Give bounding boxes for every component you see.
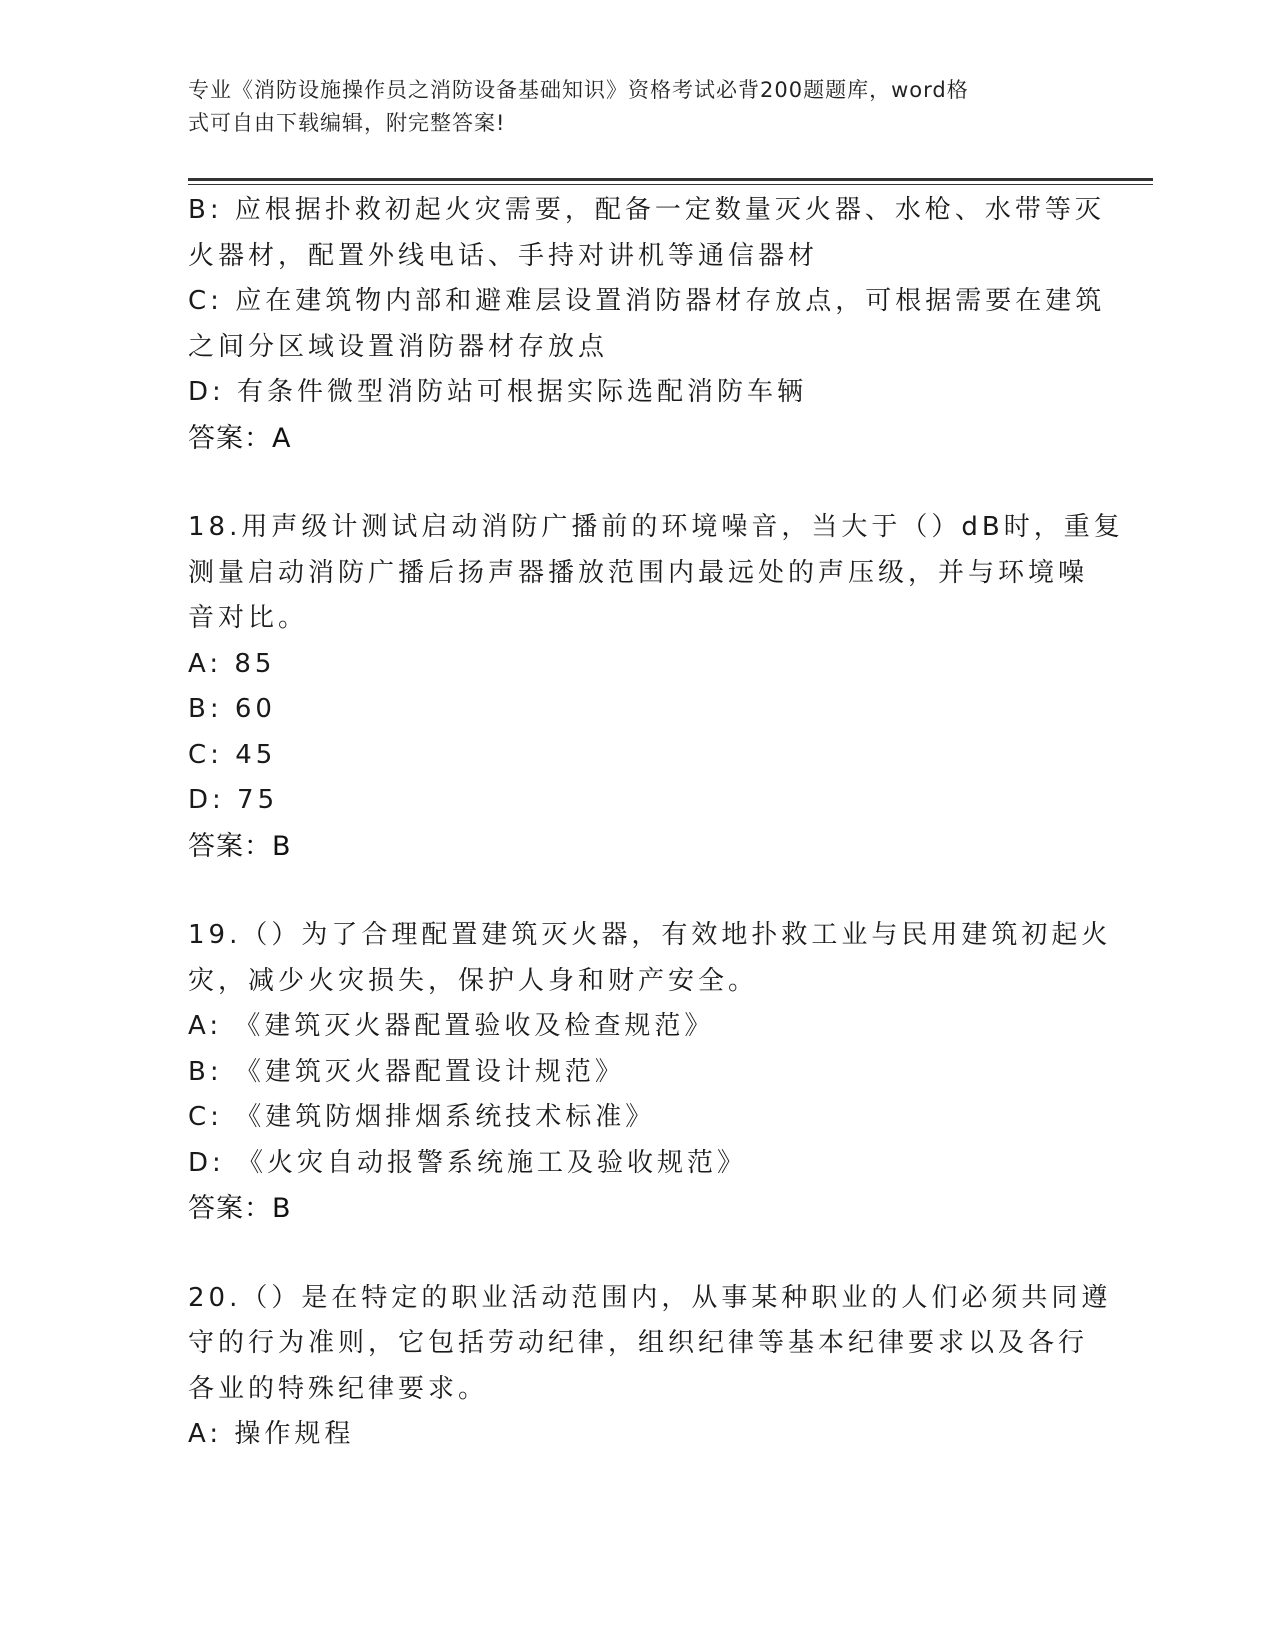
header-title-line-1: 专业《消防设施操作员之消防设备基础知识》资格考试必背200题题库，word格 xyxy=(188,78,969,102)
option-b-continued: 火器材，配置外线电话、手持对讲机等通信器材 xyxy=(188,240,819,271)
answer-value: B xyxy=(272,830,292,862)
option-text: 60 xyxy=(234,694,276,724)
option-key: A: xyxy=(188,1419,223,1449)
header-divider-thick xyxy=(188,178,1153,181)
question-19 xyxy=(188,913,1112,1232)
option-d xyxy=(188,370,1088,416)
option-text: 操作规程 xyxy=(234,1419,355,1449)
header-divider-thin xyxy=(188,184,1153,185)
option-c xyxy=(188,1095,1088,1141)
option-d xyxy=(188,1141,1088,1187)
answer-value: A xyxy=(272,422,292,454)
question-gap xyxy=(188,1232,1088,1276)
option-a xyxy=(188,642,1088,688)
question-stem-line: 19.（）为了合理配置建筑灭火器，有效地扑救工业与民用建筑初起火 xyxy=(188,920,1112,950)
option-key: D: xyxy=(188,377,225,407)
option-key: C: xyxy=(188,286,223,316)
option-text: 有条件微型消防站可根据实际选配消防车辆 xyxy=(237,377,808,407)
answer-line xyxy=(188,1186,1088,1232)
question-stem-line: 18.用声级计测试启动消防广播前的环境噪音，当大于（）dB时，重复 xyxy=(188,512,1124,542)
document-body xyxy=(188,188,1124,1458)
question-gap xyxy=(188,461,1088,505)
question-stem-line: 测量启动消防广播后扬声器播放范围内最远处的声压级，并与环境噪 xyxy=(188,557,1089,588)
option-b xyxy=(188,687,1088,733)
option-text: 85 xyxy=(234,648,276,679)
document-header xyxy=(188,74,1068,140)
option-key: B: xyxy=(188,195,223,225)
question-stem-line: 20.（）是在特定的职业活动范围内，从事某种职业的人们必须共同遵 xyxy=(188,1282,1112,1313)
question-stem-line: 灾，减少火灾损失，保护人身和财产安全。 xyxy=(188,965,759,996)
question-18 xyxy=(188,505,1124,869)
question-stem-line: 音对比。 xyxy=(188,603,309,633)
option-key: C: xyxy=(188,1102,223,1132)
option-b xyxy=(188,188,1105,234)
option-text: 《火灾自动报警系统施工及验收规范》 xyxy=(237,1147,748,1178)
option-c-continued: 之间分区域设置消防器材存放点 xyxy=(188,331,609,362)
option-a xyxy=(188,1412,1088,1458)
option-c xyxy=(188,279,1106,325)
answer-label: 答案： xyxy=(188,1193,272,1224)
answer-line xyxy=(188,416,1088,462)
question-17-continuation xyxy=(188,188,1106,461)
option-text: 应根据扑救初起火灾需要，配备一定数量灭火器、水枪、水带等灭 xyxy=(234,195,1105,225)
option-key: A: xyxy=(188,648,223,679)
option-a xyxy=(188,1004,1088,1050)
option-c xyxy=(188,733,1088,779)
option-text: 75 xyxy=(237,785,279,815)
answer-label: 答案： xyxy=(188,830,272,862)
option-key: A: xyxy=(188,1011,223,1041)
option-key: B: xyxy=(188,694,223,724)
answer-line xyxy=(188,824,1088,870)
option-key: D: xyxy=(188,1147,225,1178)
answer-value: B xyxy=(272,1193,292,1224)
option-text: 45 xyxy=(235,739,277,770)
option-text: 《建筑灭火器配置设计规范》 xyxy=(234,1056,625,1087)
question-stem-line: 各业的特殊纪律要求。 xyxy=(188,1373,489,1404)
option-key: C: xyxy=(188,739,223,770)
option-text: 《建筑灭火器配置验收及检查规范》 xyxy=(234,1011,715,1041)
question-gap xyxy=(188,869,1088,913)
option-b xyxy=(188,1050,1088,1096)
header-title-line-2: 式可自由下载编辑，附完整答案! xyxy=(188,111,506,135)
question-stem-line: 守的行为准则，它包括劳动纪律，组织纪律等基本纪律要求以及各行 xyxy=(188,1328,1089,1358)
option-key: D: xyxy=(188,785,225,815)
option-d xyxy=(188,778,1088,824)
option-key: B: xyxy=(188,1056,223,1087)
question-20 xyxy=(188,1276,1112,1458)
option-text: 《建筑防烟排烟系统技术标准》 xyxy=(235,1102,656,1132)
answer-label: 答案： xyxy=(188,422,272,454)
option-text: 应在建筑物内部和避难层设置消防器材存放点，可根据需要在建筑 xyxy=(235,286,1106,316)
